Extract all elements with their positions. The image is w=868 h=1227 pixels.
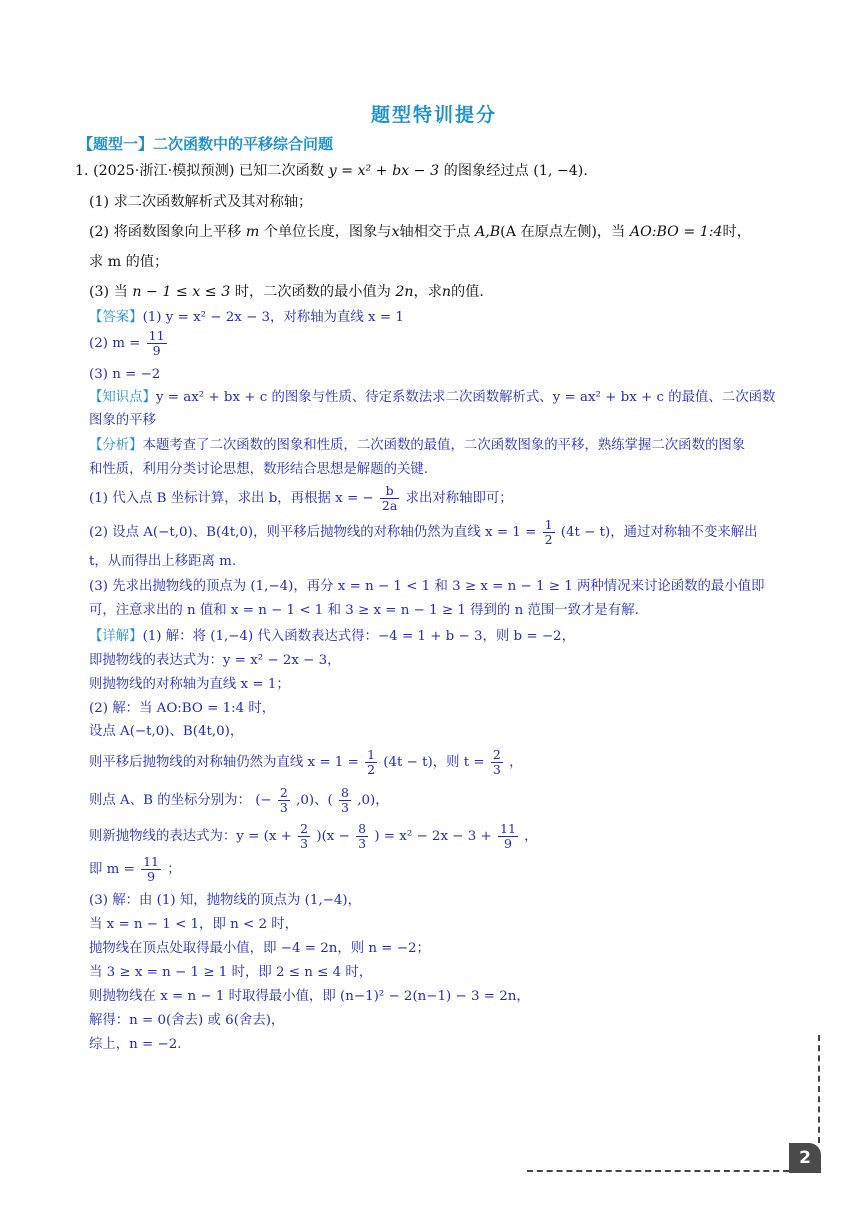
fraction (380, 484, 399, 513)
detail-text-7a: (− (255, 793, 272, 808)
detail-line-7 (89, 786, 389, 815)
answer-line-1 (89, 308, 404, 328)
answer-line-2 (89, 329, 169, 358)
question-stem-end: . (583, 163, 588, 179)
knowledge-text-1: y = ax² + bx + c 的图象与性质、待定系数法求二次函数解析式、y = ax² + bx + c 的最值、二次函数 (155, 390, 776, 405)
detail-line-2: 即抛物线的表达式为：y = x² − 2x − 3， (89, 653, 341, 668)
detail-text-8: 则新抛物线的表达式为：y = (x + (89, 829, 292, 844)
fraction-num: 1 (544, 517, 553, 532)
fraction-den: 3 (492, 762, 501, 777)
fraction-num: 11 (500, 821, 516, 836)
detail-line-10: (3) 解：由 (1) 知，抛物线的顶点为 (1,−4)， (89, 893, 362, 908)
part2-m: m (245, 224, 260, 240)
fraction (543, 518, 555, 547)
question-number: 1. (75, 163, 89, 179)
part2-a: (2) 将函数图象向上平移 (89, 224, 242, 240)
fraction (298, 822, 310, 851)
question-line-1 (75, 161, 588, 181)
fraction (365, 748, 377, 777)
analysis-line-6: (3) 先求出抛物线的顶点为 (1,−4)，再分 x = n − 1 < 1 和 3 ≥ x = n − 1 ≥ 1 两种情况来讨论函数的最小值即 (89, 579, 765, 594)
detail-text-9b: ； (167, 862, 181, 877)
part3-b: 时，二次函数的最小值为 (234, 284, 391, 300)
detail-line-13: 当 3 ≥ x = n − 1 ≥ 1 时，即 2 ≤ n ≤ 4 时， (89, 965, 373, 980)
part3-range: n − 1 ≤ x ≤ 3 (132, 284, 231, 300)
part3-n: n (441, 284, 452, 300)
fraction-den: 3 (279, 800, 288, 815)
knowledge-line-1 (89, 388, 775, 408)
fraction-den: 3 (341, 800, 349, 815)
part3-val: 2n (395, 284, 414, 300)
question-stem-b: 的图象经过点 (443, 163, 529, 179)
detail-text-7: 则点 A、B 的坐标分别为： (89, 793, 251, 808)
fraction-num: 2 (279, 785, 288, 800)
detail-text-6c: ， (509, 755, 523, 770)
fraction-den: 3 (300, 836, 309, 851)
analysis-line-4 (89, 518, 758, 547)
detail-line-16: 综上，n = −2. (89, 1037, 182, 1052)
detail-line-8 (89, 822, 538, 851)
answer-tag: 【答案】 (89, 310, 143, 325)
dashed-border-horizontal (527, 1170, 789, 1172)
question-function: y = x² + bx − 3 (328, 163, 440, 179)
detail-line-15: 解得：n = 0(舍去) 或 6(舍去)， (89, 1013, 285, 1028)
fraction (491, 748, 503, 777)
fraction-num: 2 (300, 821, 309, 836)
detail-line-3: 则抛物线的对称轴为直线 x = 1； (89, 677, 290, 692)
analysis-line-3 (89, 484, 513, 513)
question-stem: 已知二次函数 (238, 163, 325, 179)
question-point: (1, −4) (533, 163, 584, 179)
detail-text-8c: ) = x² − 2x − 3 + (374, 829, 492, 844)
page-title: 题型特训提分 (370, 104, 497, 126)
question-part-2-cont: 求 m 的值； (89, 254, 169, 270)
analysis-text-3b: 求出对称轴即可； (405, 491, 513, 506)
fraction-num: 11 (148, 328, 165, 343)
detail-text-6b: (4t − t)，则 t = (383, 755, 485, 770)
detail-line-9 (89, 855, 181, 884)
detail-line-5: 设点 A(−t,0)、B(4t,0)， (89, 724, 244, 739)
detail-line-1 (89, 627, 575, 647)
analysis-text-3: (1) 代入点 B 坐标计算，求出 b，再根据 x = − (89, 491, 374, 506)
fraction-num: b (380, 484, 399, 499)
fraction-num: 8 (341, 785, 349, 800)
detail-text-9: 即 m = (89, 862, 135, 877)
fraction-den: 3 (358, 836, 367, 851)
question-source: (2025·浙江·模拟预测) (93, 163, 235, 179)
part3-a: (3) 当 (89, 284, 128, 300)
analysis-text-4b: (4t − t)，通过对称轴不变来解出 (560, 525, 758, 540)
part2-e: 时， (722, 224, 751, 240)
fraction-den: 2 (367, 762, 376, 777)
fraction-den: 9 (503, 836, 512, 851)
section-heading: 【题型一】二次函数中的平移综合问题 (78, 135, 334, 153)
analysis-line-1 (89, 436, 745, 456)
part2-d: (A 在原点左侧)，当 (500, 224, 626, 240)
part2-b: 个单位长度，图象与 (263, 224, 392, 240)
fraction-num: 11 (143, 854, 159, 869)
question-part-3 (89, 282, 484, 302)
analysis-text-4: (2) 设点 A(−t,0)、B(4t,0)，则平移后抛物线的对称轴仍然为直线 x = 1 = (89, 525, 537, 540)
fraction (498, 822, 518, 851)
answer-text-2: (2) m = (89, 336, 141, 351)
knowledge-line-2: 图象的平移 (89, 413, 156, 428)
analysis-line-2: 和性质，利用分类讨论思想，数形结合思想是解题的关键. (89, 462, 429, 477)
detail-text-8d: ， (524, 829, 538, 844)
detail-line-12: 抛物线在顶点处取得最小值，即 −4 = 2n，则 n = −2； (89, 941, 430, 956)
detail-text-8b: )(x − (316, 829, 350, 844)
question-part-2 (89, 222, 751, 242)
detail-text-1: (1) 解：将 (1,−4) 代入函数表达式得：−4 = 1 + b − 3，则 b = −2， (142, 629, 575, 644)
detail-text-6: 则平移后抛物线的对称轴仍然为直线 x = 1 = (89, 755, 359, 770)
fraction (141, 855, 161, 884)
detail-text-7b: ,0)、( (296, 793, 333, 808)
fraction (278, 786, 290, 815)
fraction-den: 2a (381, 498, 398, 513)
knowledge-tag: 【知识点】 (89, 390, 156, 405)
part3-d: 的值. (451, 284, 484, 300)
fraction-num: 1 (367, 747, 376, 762)
detail-text-7c: ,0)， (357, 793, 389, 808)
part2-c: 轴相交于点 (399, 224, 471, 240)
page-number: 2 (789, 1143, 821, 1173)
analysis-line-5: t，从而得出上移距离 m. (89, 554, 237, 569)
part2-x: x (391, 224, 400, 240)
fraction-den: 9 (152, 343, 161, 358)
fraction (339, 786, 351, 815)
fraction (147, 329, 167, 358)
analysis-tag: 【分析】 (89, 438, 143, 453)
fraction-den: 2 (544, 532, 553, 547)
analysis-text-1: 本题考查了二次函数的图象和性质，二次函数的最值，二次函数图象的平移，熟练掌握二次函数的图象 (142, 438, 746, 453)
answer-text-1: (1) y = x² − 2x − 3，对称轴为直线 x = 1 (142, 310, 404, 325)
detail-line-6 (89, 748, 523, 777)
detail-line-11: 当 x = n − 1 < 1，即 n < 2 时， (89, 917, 299, 932)
fraction-num: 2 (492, 747, 501, 762)
detail-line-14: 则抛物线在 x = n − 1 时取得最小值，即 (n−1)² − 2(n−1) − 3 = 2n， (89, 989, 530, 1004)
part2-points: A,B (474, 224, 501, 240)
question-part-1: (1) 求二次函数解析式及其对称轴； (89, 194, 313, 210)
detail-line-4: (2) 解：当 AO:BO = 1:4 时， (89, 701, 276, 716)
part3-c: ，求 (413, 284, 442, 300)
answer-line-3: (3) n = −2 (89, 367, 161, 382)
fraction-num: 8 (358, 821, 367, 836)
fraction (356, 822, 368, 851)
part2-ratio: AO:BO = 1:4 (629, 224, 723, 240)
detail-tag: 【详解】 (89, 629, 143, 644)
analysis-line-7: 可，注意求出的 n 值和 x = n − 1 < 1 和 3 ≥ x = n − 1 ≥ 1 得到的 n 范围一致才是有解. (89, 603, 639, 618)
fraction-den: 9 (147, 869, 156, 884)
dashed-border-vertical (818, 1035, 820, 1143)
